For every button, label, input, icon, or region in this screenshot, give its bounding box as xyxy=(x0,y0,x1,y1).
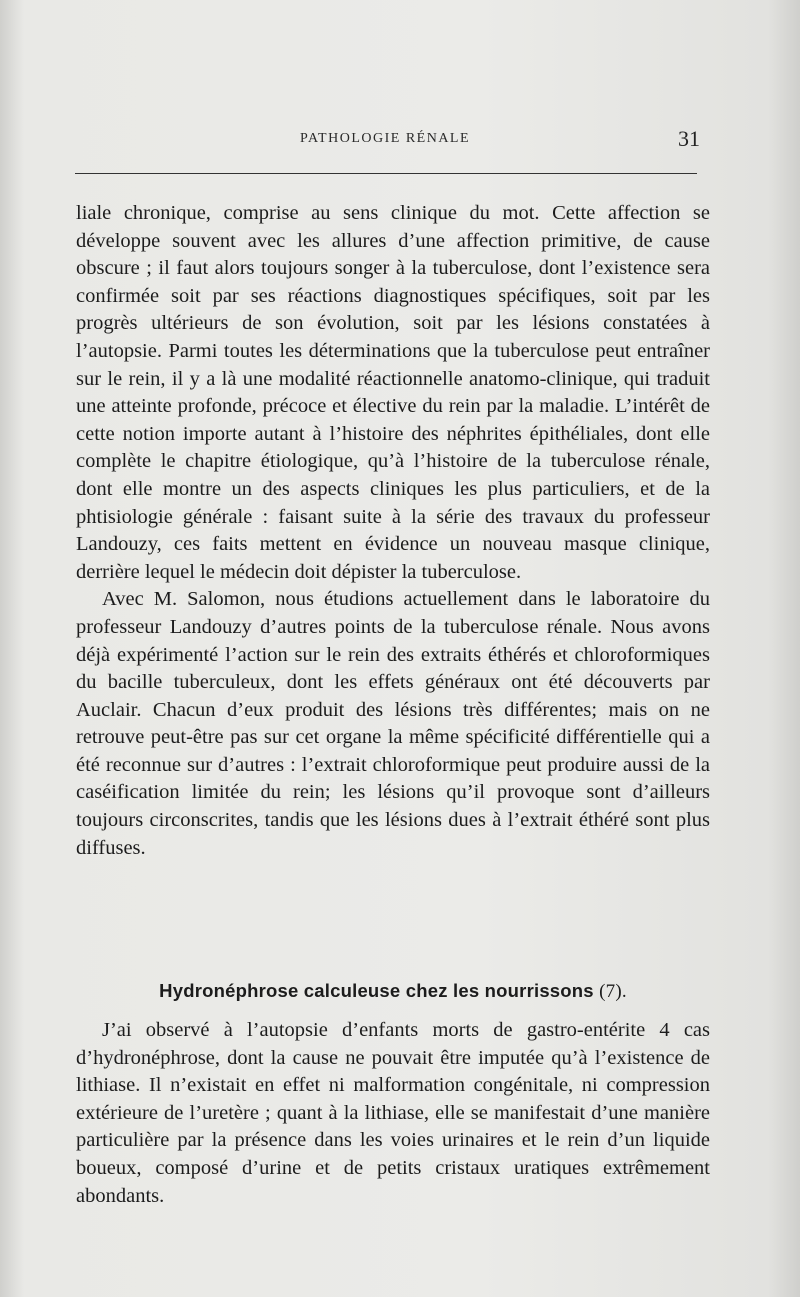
paragraph: Avec M. Salomon, nous étudions actuellement dans le laboratoire du professeur Landouzy d’autres points de la tuberculose rénale. Nous avons déjà expérimenté l’action sur le rein des extraits éthérés et chloroformiques du bacille tuberculeux, dont les effets généraux ont été découverts par Auclair. Chacun d’eux produit des lésions très différentes; mais on ne retrouve peut-être pas sur cet organe la même spécificité différentielle qui a été reconnue sur d’autres : l’extrait chloroformique peut produire aussi de la caséification limitée du rein; les lésions qu’il provoque sont d’ailleurs toujours circonscrites, tandis que les lésions dues à l’extrait éthéré sont plus diffuses. xyxy=(76,588,710,859)
section-paragraph: J’ai observé à l’autopsie d’enfants morts de gastro-entérite 4 cas d’hydronéphrose, dont la cause ne pouvait être imputée qu’à l’existence de lithiase. Il n’existait en effet ni malformation congénitale, ni compression extérieure de l’uretère ; quant à la lithiase, elle se manifestait d’une manière particulière par la présence dans les voies urinaires et le rein d’un liquide boueux, composé d’urine et de petits cristaux uratiques extrêmement abondants. xyxy=(76,1019,710,1207)
section-heading-text: Hydronéphrose calculeuse chez les nourrissons xyxy=(159,980,594,1001)
main-text xyxy=(76,200,710,862)
section-reference: (7). xyxy=(599,981,627,1002)
paragraph-continued: liale chronique, comprise au sens clinique du mot. Cette affection se développe souvent avec les allures d’une affection primitive, de cause obscure ; il faut alors toujours songer à la tuberculose, dont l’existence sera confirmée soit par ses réactions diagnostiques spécifiques, soit par les progrès ultérieurs de son évolution, soit par les lésions constatées à l’autopsie. Parmi toutes les déterminations que la tuberculose peut entraîner sur le rein, il y a là une modalité réactionnelle anatomo-clinique, qui traduit une atteinte profonde, précoce et élective du rein par la maladie. L’intérêt de cette notion importe autant à l’histoire des néphrites épithéliales, dont elle complète le chapitre étiologique, qu’à l’histoire de la tuberculose rénale, dont elle montre un des aspects cliniques les plus particuliers, et de la phtisiologie générale : faisant suite à la série des travaux du professeur Landouzy, ces faits mettent en évidence un nouveau masque clinique, derrière lequel le médecin doit dépister la tuberculose. xyxy=(76,202,710,583)
running-title: PATHOLOGIE RÉNALE xyxy=(300,131,471,146)
header-rule xyxy=(75,173,697,174)
page-number: 31 xyxy=(678,126,700,151)
section-heading xyxy=(76,980,710,1003)
section-text xyxy=(76,1017,710,1210)
